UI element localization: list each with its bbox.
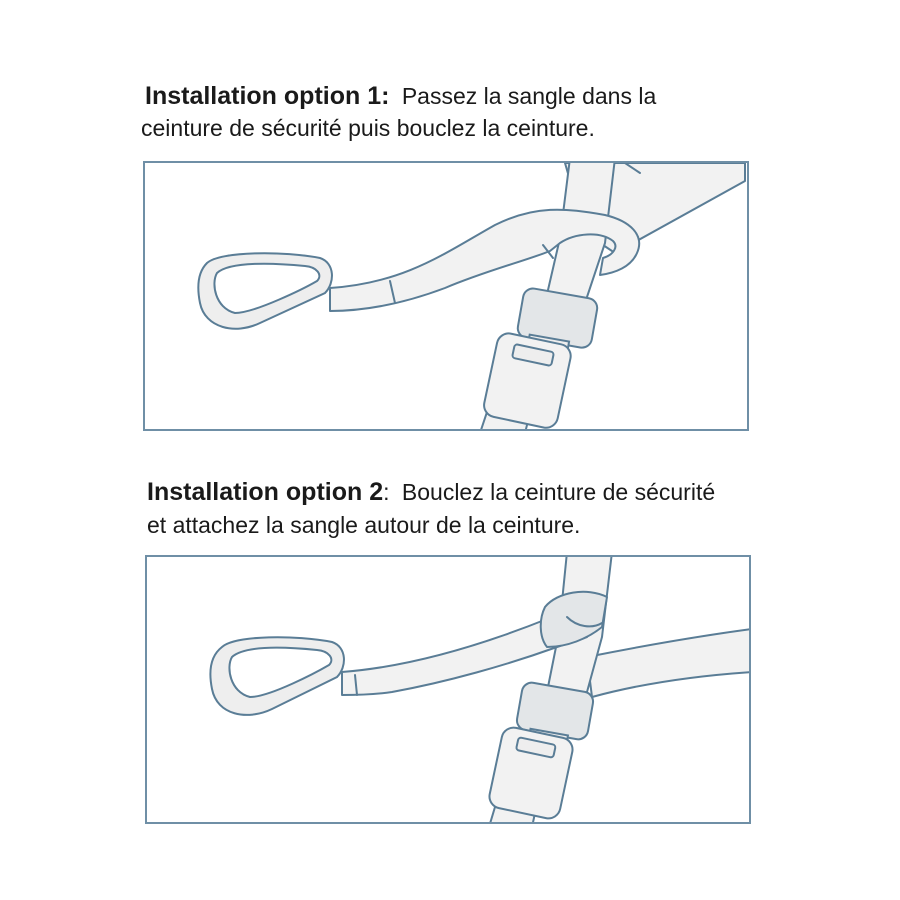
option2-text-line1: Bouclez la ceinture de sécurité: [401, 479, 716, 505]
option2-illustration: [145, 555, 751, 824]
option1-text-line2: ceinture de sécurité puis bouclez la ceinture.: [141, 115, 595, 141]
option2-text-line2: et attachez la sangle autour de la ceinture.: [147, 512, 581, 538]
option1-text-line1: Passez la sangle dans la: [401, 83, 657, 109]
carabiner-icon: [210, 637, 344, 715]
option1-title: Installation option 1:: [145, 82, 390, 110]
option1-drawing: [145, 163, 747, 429]
option2-title: Installation option 2: [147, 478, 384, 506]
belt-lap-strap: [587, 629, 749, 697]
option1-illustration: [143, 161, 749, 431]
carabiner-icon: [198, 253, 332, 328]
option2-title-colon: :: [383, 479, 390, 505]
option2-drawing: [147, 557, 749, 822]
